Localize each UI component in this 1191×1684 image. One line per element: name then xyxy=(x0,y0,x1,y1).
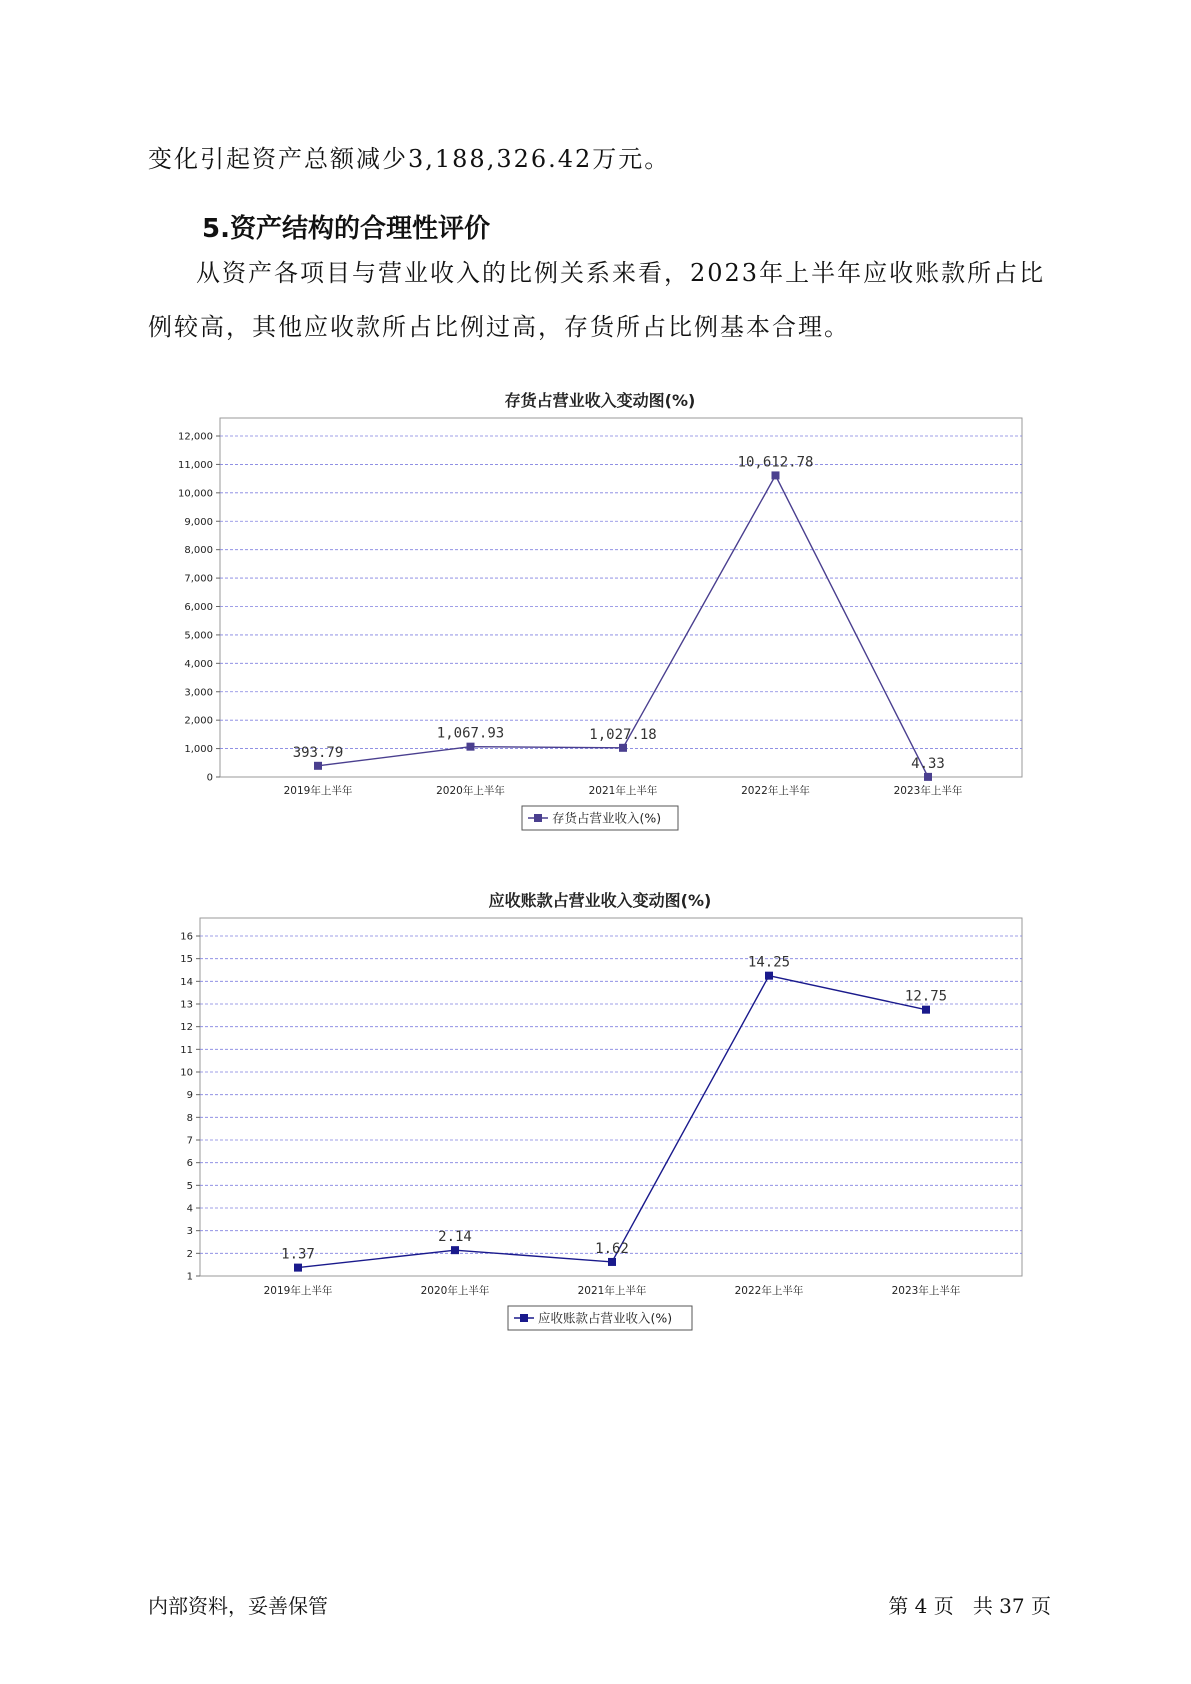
chart-1-data-point xyxy=(924,773,932,781)
chart-2-data-label: 1.62 xyxy=(595,1240,629,1257)
chart-1-data-label: 393.79 xyxy=(292,744,344,761)
chart-2-data-point xyxy=(451,1246,459,1254)
chart-1-data-label: 1,067.93 xyxy=(436,725,505,742)
chart-2-ytick-label: 14 xyxy=(180,976,193,988)
chart-1-ytick-label: 11,000 xyxy=(178,459,213,471)
chart-1-data-label: 10,612.78 xyxy=(737,454,814,471)
chart-1-frame xyxy=(220,418,1022,777)
chart-1-ytick-label: 0 xyxy=(206,772,213,784)
chart-2-data-label: 1.37 xyxy=(281,1246,315,1263)
chart-1-data-point xyxy=(619,744,627,752)
chart-1-ytick-label: 2,000 xyxy=(184,715,213,727)
chart-1-data-point xyxy=(314,762,322,770)
chart-1-ytick-label: 3,000 xyxy=(184,687,213,699)
body-paragraph: 从资产各项目与营业收入的比例关系来看，2023年上半年应收账款所占比例较高，其他应收款所占比例过高，存货所占比例基本合理。 xyxy=(148,259,1046,341)
chart-1-ytick-label: 5,000 xyxy=(184,630,213,642)
chart-2-ytick-label: 9 xyxy=(186,1090,193,1102)
chart-2-xtick-label: 2020年上半年 xyxy=(420,1285,490,1297)
chart-1-ytick-label: 12,000 xyxy=(178,431,213,443)
chart-2-legend-label: 应收账款占营业收入(%) xyxy=(538,1310,673,1326)
chart-2-ytick-label: 16 xyxy=(180,931,193,943)
chart-1-data-label: 4.33 xyxy=(911,755,945,772)
chart-2-ytick-label: 13 xyxy=(180,999,193,1011)
chart-1-data-point xyxy=(772,471,780,479)
chart-2-ytick-label: 15 xyxy=(180,954,193,966)
chart-2-data-point xyxy=(765,972,773,980)
chart-1-xtick-label: 2023年上半年 xyxy=(893,785,963,797)
footer-left: 内部资料，妥善保管 xyxy=(148,1594,328,1618)
chart-1-ytick-label: 9,000 xyxy=(184,516,213,528)
chart-2-ytick-label: 11 xyxy=(180,1044,193,1056)
chart-1-ytick-label: 4,000 xyxy=(184,658,213,670)
chart-2-ytick-label: 10 xyxy=(180,1067,193,1079)
chart-2-data-label: 14.25 xyxy=(747,954,791,971)
chart-2-ytick-label: 3 xyxy=(186,1226,193,1238)
chart-2-ytick-label: 2 xyxy=(186,1248,193,1260)
chart-2-data-point xyxy=(608,1258,616,1266)
footer-page-number: 第 4 页 共 37 页 xyxy=(888,1594,1051,1618)
chart-1-legend-label: 存货占营业收入(%) xyxy=(552,810,662,826)
chart-2-ytick-label: 8 xyxy=(186,1112,193,1124)
chart-2-title: 应收账款占营业收入变动图(%) xyxy=(488,891,712,910)
chart-1-title: 存货占营业收入变动图(%) xyxy=(504,391,696,410)
chart-2-ytick-label: 5 xyxy=(186,1180,193,1192)
chart-2-ytick-label: 4 xyxy=(186,1203,193,1215)
chart-2-xtick-label: 2019年上半年 xyxy=(263,1285,333,1297)
chart-1-ytick-label: 8,000 xyxy=(184,545,213,557)
chart-1-xtick-label: 2022年上半年 xyxy=(741,785,810,797)
chart-1-ytick-label: 7,000 xyxy=(184,573,213,585)
chart-1-ytick-label: 1,000 xyxy=(184,744,213,756)
chart-2-ytick-label: 1 xyxy=(186,1271,193,1283)
chart-1-data-point xyxy=(467,743,475,751)
chart-2-ytick-label: 12 xyxy=(180,1022,193,1034)
chart-2-data-label: 2.14 xyxy=(438,1229,472,1246)
chart-1-ytick-label: 10,000 xyxy=(178,488,213,500)
chart-2-data-label: 12.75 xyxy=(904,988,948,1005)
chart-1-xtick-label: 2020年上半年 xyxy=(436,785,505,797)
chart-2-xtick-label: 2023年上半年 xyxy=(891,1285,961,1297)
chart-2-data-point xyxy=(294,1264,302,1272)
chart-1-data-label: 1,027.18 xyxy=(589,726,657,743)
chart-1-xtick-label: 2021年上半年 xyxy=(588,785,658,797)
chart-2-xtick-label: 2022年上半年 xyxy=(734,1285,804,1297)
chart-2-legend-swatch-marker xyxy=(520,1314,528,1322)
chart-1-xtick-label: 2019年上半年 xyxy=(283,785,353,797)
section-heading: 5.资产结构的合理性评价 xyxy=(202,214,490,244)
body-text-line: 变化引起资产总额减少3,188,326.42万元。 xyxy=(148,145,671,173)
chart-2-frame xyxy=(200,918,1022,1276)
chart-2-ytick-label: 7 xyxy=(186,1135,193,1147)
chart-2-data-point xyxy=(922,1006,930,1014)
chart-1-legend-swatch-marker xyxy=(534,814,542,822)
chart-2-xtick-label: 2021年上半年 xyxy=(577,1285,647,1297)
chart-1-ytick-label: 6,000 xyxy=(184,602,213,613)
chart-2-ytick-label: 6 xyxy=(186,1158,193,1170)
